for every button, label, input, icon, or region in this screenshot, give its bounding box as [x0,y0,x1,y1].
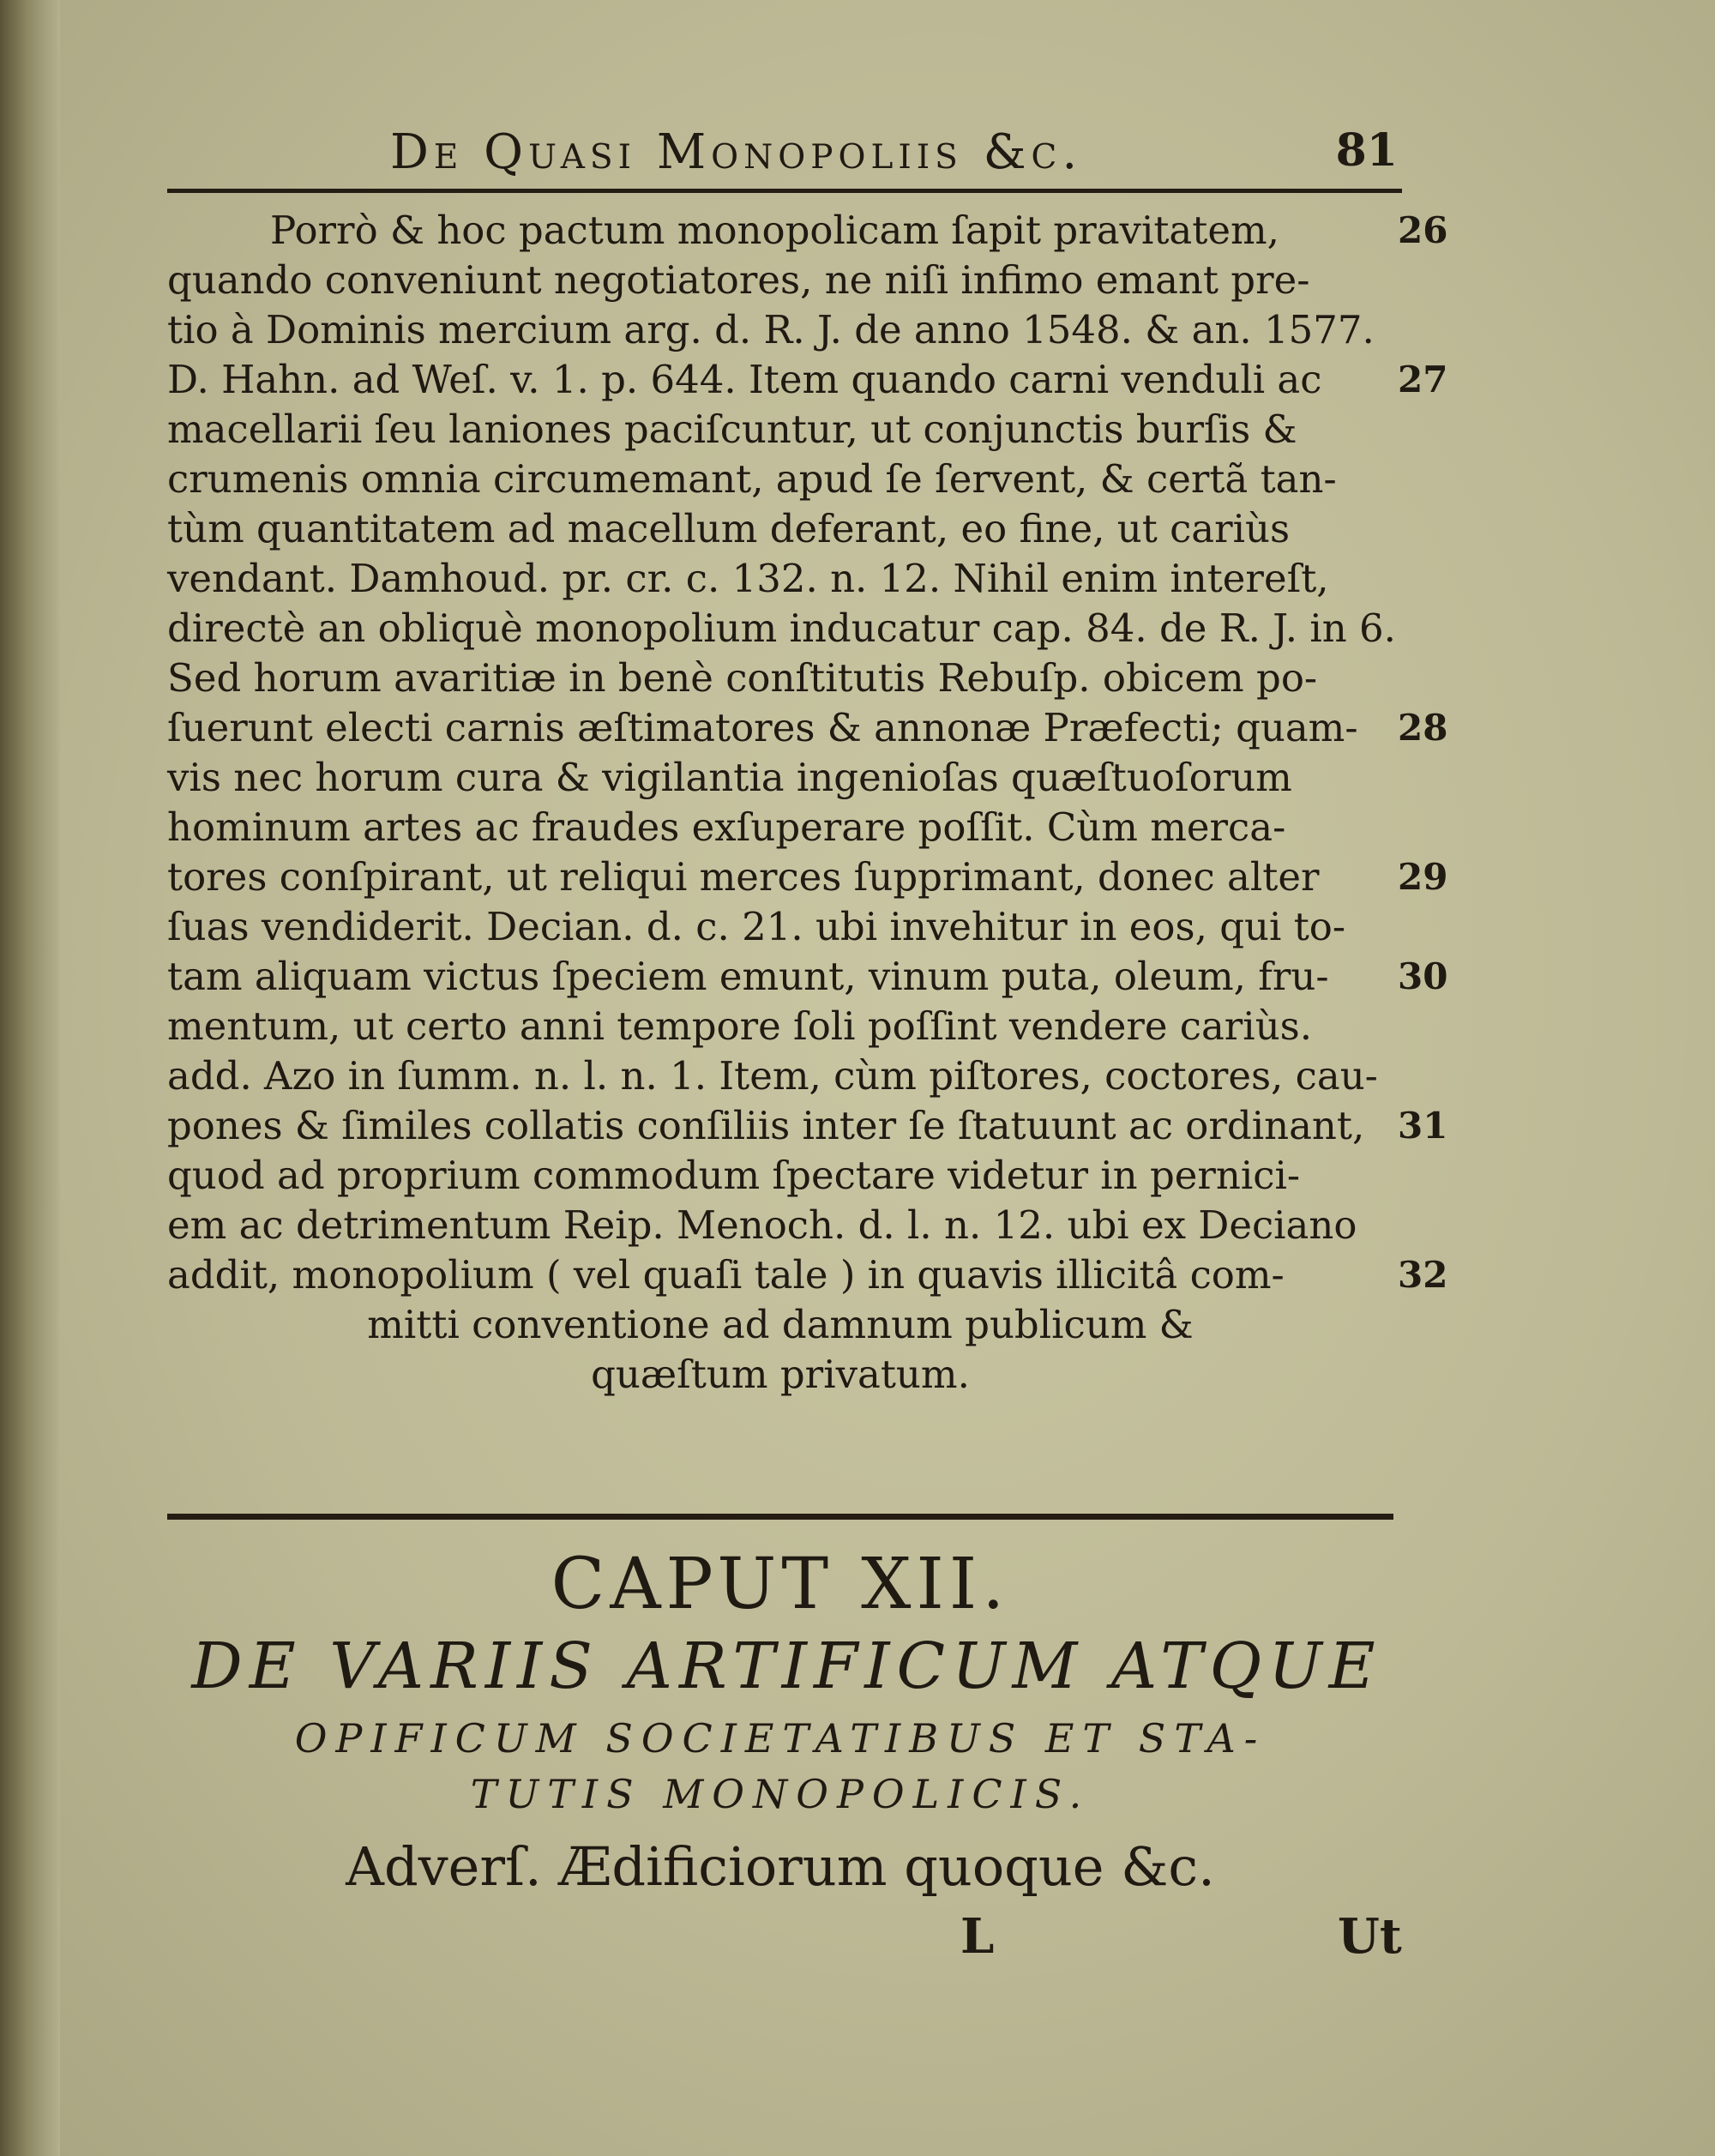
margin-number: 27 [1398,358,1448,400]
text-line: vendant. Damhoud. pr. cr. c. 132. n. 12. Nihil enim intereſt, [167,556,1329,601]
header-rule [167,189,1402,193]
text-line: ſuerunt electi carnis æſtimatores & annonæ Præfecti; quam- [167,705,1358,750]
text-line: tores conſpirant, ut reliqui merces ſupprimant, donec alter [167,854,1320,900]
text-line: mentum, ut certo anni tempore ſoli poſſint vendere cariùs. [167,1003,1313,1049]
text-line: crumenis omnia circumemant, apud ſe ſervent, & certã tan- [167,456,1337,502]
margin-number: 26 [1398,209,1448,251]
text-line: addit, monopolium ( vel quaſi tale ) in quavis illicitâ com- [167,1252,1285,1298]
text-line: quod ad proprium commodum ſpectare videtur in pernici- [167,1153,1301,1198]
running-title: De Quasi Monopoliis &c. [390,124,1083,180]
text-line: quæſtum privatum. [591,1352,970,1397]
text-line: ſuas vendiderit. Decian. d. c. 21. ubi invehitur in eos, qui to- [167,904,1346,949]
catchword: Ut [1338,1908,1402,1965]
margin-number: 30 [1398,955,1448,997]
text-line: D. Hahn. ad Weſ. v. 1. p. 644. Item quando carni venduli ac [167,357,1322,402]
page-header [167,124,1406,193]
text-line: tio à Dominis mercium arg. d. R. J. de anno 1548. & an. 1577. [167,307,1375,352]
text-line: em ac detrimentum Reip. Menoch. d. l. n. 12. ubi ex Deciano [167,1202,1357,1248]
text-line: Sed horum avaritiæ in benè conſtitutis Rebuſp. obicem po- [167,655,1318,701]
text-line: tam aliquam victus ſpeciem emunt, vinum puta, oleum, fru- [167,954,1329,999]
text-line: tùm quantitatem ad macellum deferant, eo fine, ut cariùs [167,506,1291,551]
chapter-subtitle: TUTIS MONOPOLICIS. [470,1771,1091,1817]
chapter-subtitle: OPIFICUM SOCIETATIBUS ET STA- [294,1715,1267,1762]
text-line: mitti conventione ad damnum publicum & [367,1302,1194,1347]
body-text [167,206,1396,1400]
chapter-subtitle: DE VARIIS ARTIFICUM ATQUE [191,1629,1382,1703]
margin-number: 32 [1398,1254,1448,1296]
text-line: Porrò & hoc pactum monopolicam ſapit pravitatem, [270,208,1279,253]
margin-number: 29 [1398,856,1448,898]
text-line: directè an obliquè monopolium inducatur cap. 84. de R. J. in 6. [167,605,1396,651]
text-line: pones & ſimiles collatis conſiliis inter ſe ſtatuunt ac ordinant, [167,1103,1365,1148]
margin-number: 31 [1398,1105,1448,1147]
text-line: add. Azo in ſumm. n. l. n. 1. Item, cùm piſtores, coctores, cau- [167,1053,1378,1099]
page-number: 81 [1335,124,1398,177]
margin-number: 28 [1398,707,1448,749]
binding-gutter [0,0,60,2156]
text-line: vis nec horum cura & vigilantia ingenioſas quæſtuoſorum [167,755,1292,800]
section-rule [167,1514,1393,1520]
chapter-title: CAPUT XII. [551,1544,1010,1625]
signature-mark: L [960,1908,995,1965]
text-line: macellarii ſeu laniones paciſcuntur, ut conjunctis burſis & [167,407,1297,452]
text-line: hominum artes ac fraudes exſuperare poſſit. Cùm merca- [167,804,1286,850]
catchline: Adverſ. Ædificiorum quoque &c. [346,1835,1215,1898]
text-line: quando conveniunt negotiatores, ne niſi infimo emant pre- [167,257,1310,303]
